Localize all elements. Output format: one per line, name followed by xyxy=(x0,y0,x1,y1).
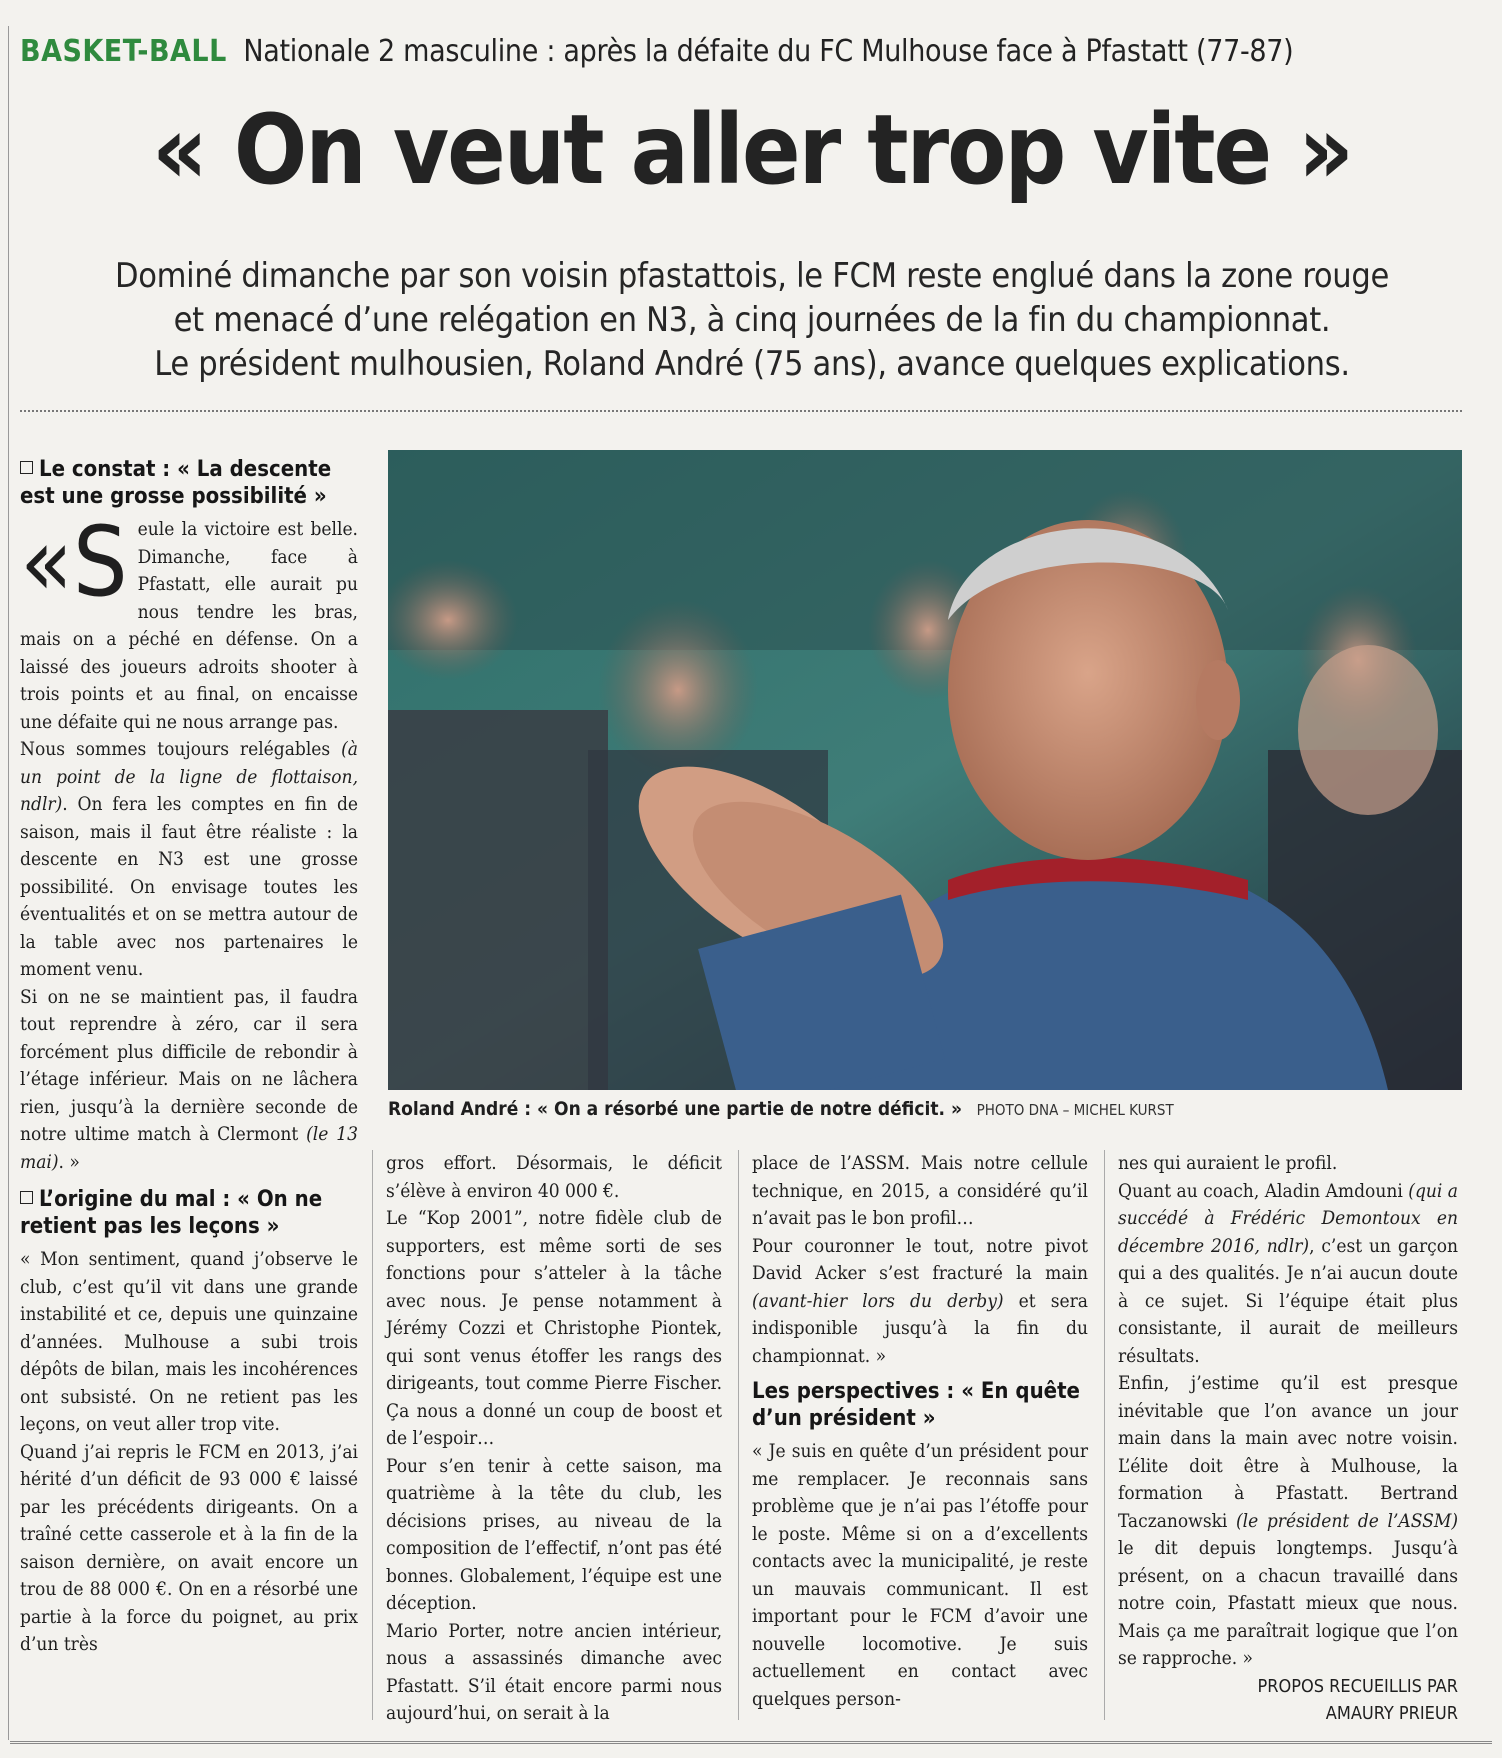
byline-author: AMAURY PRIEUR xyxy=(1325,1702,1458,1724)
paragraph xyxy=(20,984,358,1177)
subhead-constat xyxy=(20,456,358,510)
checkbox-bullet-icon xyxy=(20,1191,33,1204)
paragraph: gros effort. Désormais, le déficit s’élève à environ 40 000 €. xyxy=(386,1152,722,1202)
column-divider xyxy=(372,1150,373,1720)
paragraph: « Mon sentiment, quand j’observe le club, c’est qu’il vit dans une grande instabilité et ce, depuis une quinzaine d’années. Mulhouse a subi trois dépôts de bilan, mais les incohérences ont subsisté. On ne retient pas les leçons, on veut aller trop vite. xyxy=(20,1248,358,1435)
kicker: Nationale 2 masculine : après la défaite du FC Mulhouse face à Pfastatt (77-87) xyxy=(243,34,1294,69)
italic-aside: (qui a succédé à Frédéric Demontoux en décembre 2016, ndlr) xyxy=(1118,1179,1458,1257)
paragraph xyxy=(1118,1370,1458,1673)
italic-aside: (à un point de la ligne de flottaison, ndlr) xyxy=(20,738,358,815)
paragraph: Mario Porter, notre ancien intérieur, nous a assassinés dimanche avec Pfastatt. S’il était encore parmi nous aujourd’hui, on serait à la xyxy=(386,1619,722,1724)
column-divider xyxy=(738,1150,739,1720)
lead-paragraph xyxy=(20,506,358,736)
text-run: le dit depuis longtemps. Jusqu’à présent, on a chacun travaillé dans notre coin, Pfastatt mieux que nous. Mais ça me paraîtrait logique que l’on se rapproche. » xyxy=(1118,1537,1458,1669)
photo-roland-andre xyxy=(388,450,1462,1090)
standfirst-line: Dominé dimanche par son voisin pfastattois, le FCM reste englué dans la zone rouge xyxy=(115,256,1389,296)
paragraph xyxy=(1118,1178,1458,1371)
photo-caption xyxy=(388,1098,1174,1120)
subhead-origine xyxy=(20,1186,358,1240)
paragraph xyxy=(20,736,358,984)
bottom-divider xyxy=(10,1741,1492,1744)
text-run: , c’est un garçon qui a des qualités. Je n’ai aucun doute à ce sujet. Si l’équipe était plus consistante, il aurait de meilleurs résultats. xyxy=(1118,1234,1458,1367)
section-rubric: BASKET-BALL xyxy=(20,34,227,69)
photo-credit: PHOTO DNA – MICHEL KURST xyxy=(976,1101,1174,1119)
page-edge xyxy=(8,26,9,1740)
text-run: Pour couronner le tout, notre pivot David Acker s’est fracturé la main xyxy=(752,1234,1088,1284)
paragraph: « Je suis en quête d’un président pour me remplacer. Je reconnais sans problème que je n’ai pas l’étoffe pour le poste. Même si on a d’excellents contacts avec la municipalité, je reste un mauvais communicant. Il est important pour le FCM d’avoir une nouvelle locomotive. Je suis actuellement en contact avec quelques person- xyxy=(752,1440,1088,1710)
photo-illustration xyxy=(388,450,1462,1090)
column-3 xyxy=(752,1150,1088,1713)
text-run: . On fera les comptes en fin de saison, mais il faut être réaliste : la descente en N3 est une grosse possibilité. On envisage toutes les éventualités et on se mettra autour de la table avec nos partenaires le moment venu. xyxy=(20,793,358,980)
column-4 xyxy=(1118,1150,1458,1727)
text-run: Quant au coach, Aladin Amdouni xyxy=(1118,1179,1409,1202)
paragraph xyxy=(752,1233,1088,1371)
subhead-text: L’origine du mal : « On ne retient pas les leçons » xyxy=(20,1187,323,1239)
italic-aside: (le 13 mai) xyxy=(20,1123,358,1173)
text-run: et sera indisponible jusqu’à la fin du championnat. » xyxy=(752,1289,1088,1367)
standfirst-line: Le président mulhousien, Roland André (75 ans), avance quelques explications. xyxy=(154,344,1350,384)
italic-aside: (le président de l’ASSM) xyxy=(1236,1509,1459,1532)
column-2 xyxy=(386,1150,722,1728)
checkbox-bullet-icon xyxy=(20,461,33,474)
paragraph: nes qui auraient le profil. xyxy=(1118,1152,1338,1174)
dotted-divider xyxy=(20,410,1462,412)
kicker-row xyxy=(20,34,1484,69)
text-run: Enfin, j’estime qu’il est presque inévitable que l’on avance un jour main dans la main avec notre voisin. L’élite doit être à Mulhouse, la formation à Pfastatt. Bertrand Taczanowski xyxy=(1118,1372,1458,1532)
standfirst-line: et menacé d’une relégation en N3, à cinq journées de la fin du championnat. xyxy=(173,300,1331,340)
paragraph: place de l’ASSM. Mais notre cellule technique, en 2015, a considéré qu’il n’avait pas le bon profil… xyxy=(752,1152,1088,1229)
paragraph: eule la victoire est belle. Dimanche, face à Pfastatt, elle aurait pu nous tendre les bras, mais on a péché en défense. On a laissé des joueurs adroits shooter à trois points et au final, on encaisse une défaite qui ne nous arrange pas. xyxy=(20,518,358,733)
headline: « On veut aller trop vite » xyxy=(152,94,1352,206)
column-1 xyxy=(20,452,358,1659)
italic-aside: (avant-hier lors du derby) xyxy=(752,1289,1004,1312)
subhead-text: Le constat : « La descente est une grosse possibilité » xyxy=(20,457,332,509)
standfirst xyxy=(20,254,1484,386)
caption-text: Roland André : « On a résorbé une partie de notre déficit. » xyxy=(388,1098,962,1120)
byline-label: PROPOS RECUEILLIS PAR xyxy=(1257,1675,1458,1697)
column-divider xyxy=(1104,1150,1105,1720)
text-run: Si on ne se maintient pas, il faudra tout reprendre à zéro, car il sera forcément plus difficile de rebondir à l’étage inférieur. Mais on ne lâchera rien, jusqu’à la dernière seconde de notre ultime match à Clermont xyxy=(20,985,358,1145)
text-run: Nous sommes toujours relégables xyxy=(20,738,342,760)
paragraph: Le “Kop 2001”, notre fidèle club de supporters, est même sorti de ses fonctions pour s’atteler à la tâche avec nous. Je pense notamment à Jérémy Cozzi et Christophe Piontek, qui sont venus étoffer les rangs des dirigeants, tout comme Pierre Fischer. Ça nous a donné un coup de boost et de l’espoir… xyxy=(386,1207,722,1449)
paragraph: Pour s’en tenir à cette saison, ma quatrième à la tête du club, les décisions prises, au niveau de la composition de l’effectif, n’ont pas été bonnes. Globalement, l’équipe est une déception. xyxy=(386,1454,722,1614)
subhead-perspectives: Les perspectives : « En quête d’un président » xyxy=(752,1379,1080,1431)
drop-cap: «S xyxy=(20,506,128,618)
paragraph: Quand j’ai repris le FCM en 2013, j’ai hérité d’un déficit de 93 000 € laissé par les précédents dirigeants. On a traîné cette casserole et à la fin de la saison dernière, on avait encore un trou de 88 000 €. On en a résorbé une partie à la force du poignet, au prix d’un très xyxy=(20,1440,358,1655)
text-run: . » xyxy=(58,1150,80,1173)
